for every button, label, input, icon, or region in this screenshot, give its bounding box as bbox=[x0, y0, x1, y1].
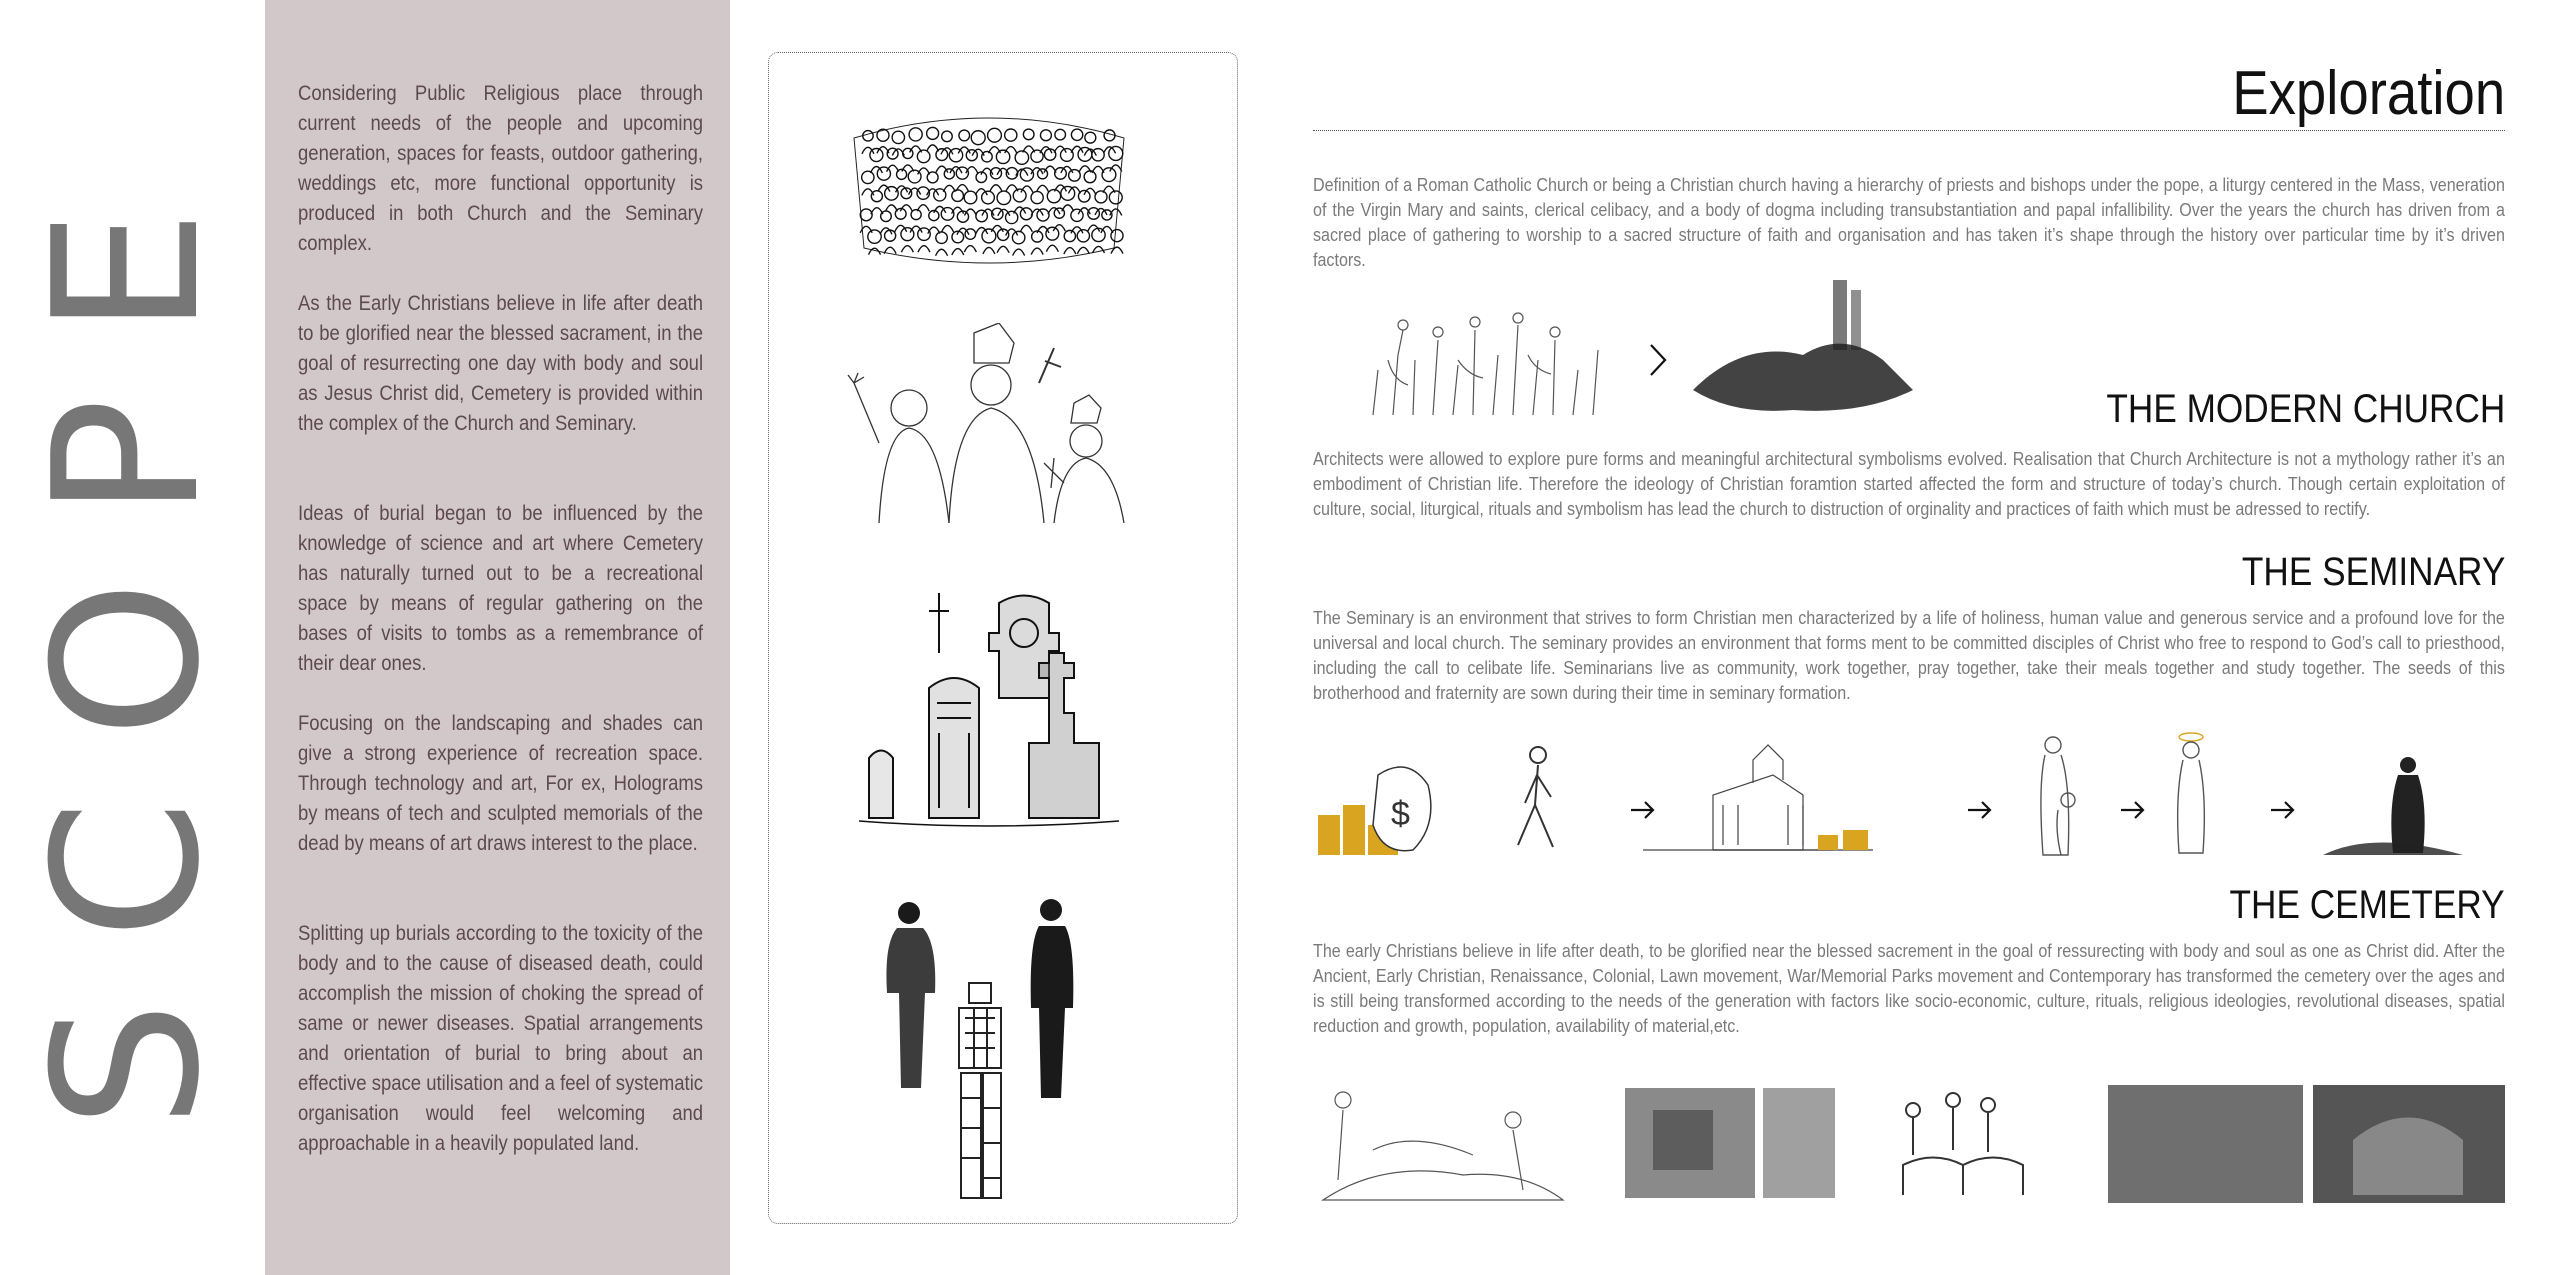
cemetery-text: The early Christians believe in life after death, to be glorified near the blessed sacrement in the goal of ressurecting with body and soul as one as Christ did. After the Ancient, Early Christian, Renaissance, Colonial, Lawn movement, War/Memorial Parks movement and Contemporary has transformed the cemetery over the ages and is still being transformed according to the needs of the generation with factors like socio-economic, culture, rituals, religious ideologies, revolutional diseases, spatial reduction and growth, population, availability of material,etc. bbox=[1313, 940, 2505, 1036]
title-divider bbox=[1313, 130, 2505, 131]
arrow-right-icon bbox=[1651, 345, 1665, 375]
scope-paragraph-1: Considering Public Religious place through current needs of the people and upcoming generation, spaces for feasts, outdoor gathering, weddings etc, more functional opportunity is produced in both Church and the Seminary complex. bbox=[298, 81, 704, 255]
arrow-right-icon bbox=[2121, 802, 2143, 818]
cemetery-history-images bbox=[1313, 1070, 2513, 1210]
seminary-title: THE SEMINARY bbox=[2241, 550, 2505, 594]
exploration-text: Definition of a Roman Catholic Church or being a Christian church having a hierarchy of priests and bishops under the pope, a liturgy centered in the Mass, veneration of the Virgin Mary and saints, clerical celibacy, and a body of dogma including transubstantiation and papal infallibility. Over the years the church has driven from a sacred place of gathering to worship to a sacred structure of faith and organisation and has taken it’s shape through the history over particular time by it’s driven factors. bbox=[1313, 174, 2505, 270]
scope-paragraph-4: Focusing on the landscaping and shades can give a strong experience of recreation space. Through technology and art, For ex, Holograms by means of tech and sculpted memorials of the dead by means of art draws interest to the place. bbox=[298, 711, 704, 855]
modern-church-text: Architects were allowed to explore pure forms and meaningful architectural symbolisms evolved. Realisation that Church Architecture is not a mythology rather it’s an embodiment of Christian life. Therefore the ideology of Christian foramtion started affected the form and structure of today’s church. Though certain exploitation of culture, social, liturgical, rituals and symbolism has lead the church to distruction of orginality and practices of faith which must be adressed to rectify. bbox=[1313, 448, 2505, 519]
arrow-right-icon bbox=[2271, 802, 2293, 818]
illustration-panel bbox=[768, 52, 1238, 1224]
svg-text:$: $ bbox=[1391, 795, 1410, 833]
scope-paragraph-3: Ideas of burial began to be influenced by the knowledge of science and art where Cemetery has naturally turned out to be a recreational space by means of regular gathering on the bases of visits to tombs as a remembrance of their dear ones. bbox=[298, 501, 704, 675]
cemetery-title: THE CEMETERY bbox=[2229, 883, 2505, 927]
scope-paragraph-5: Splitting up burials according to the toxicity of the body and to the cause of diseased death, could accomplish the mission of choking the spread of same or newer diseases. Spatial arrangements and orientation of burial to bring about an effective space utilisation and a feel of systematic organisation would feel welcoming and approachable in a heavily populated land. bbox=[298, 921, 704, 1155]
scope-paragraph-2: As the Early Christians believe in life after death to be glorified near the blessed sacrament, in the goal of resurrecting one day with body and soul as Jesus Christ did, Cemetery is provided within the complex of the Church and Seminary. bbox=[298, 291, 704, 435]
scope-title-text: SCOPE bbox=[11, 147, 244, 1129]
tombstones-sketch-icon bbox=[859, 593, 1129, 833]
scope-vertical-title bbox=[0, 0, 262, 1275]
scope-text-panel bbox=[265, 0, 730, 1275]
exploration-title: Exploration bbox=[2232, 59, 2505, 128]
modern-church-title: THE MODERN CHURCH bbox=[2106, 387, 2505, 431]
seminary-journey-sketch bbox=[1313, 725, 2505, 865]
church-evolution-sketch bbox=[1363, 270, 1943, 420]
clergy-sketch-icon bbox=[839, 323, 1139, 523]
arrow-right-icon bbox=[1968, 802, 1990, 818]
crowd-sketch-icon bbox=[844, 78, 1134, 278]
sculpture-figures-icon bbox=[879, 898, 1099, 1208]
arrow-right-icon bbox=[1631, 802, 1653, 818]
exploration-section bbox=[1313, 0, 2505, 1275]
seminary-text: The Seminary is an environment that strives to form Christian men characterized by a life of holiness, human value and generous service and a profound love for the universal and local church. The seminary provides an environment that forms ment to be committed disciples of Christ who free to respond to God’s call to priesthood, including the call to celibate life. Seminarians live as community, work together, pray together, take their meals together and study together. The seeds of this brotherhood and fraternity are sown during their time in seminary formation. bbox=[1313, 607, 2505, 703]
